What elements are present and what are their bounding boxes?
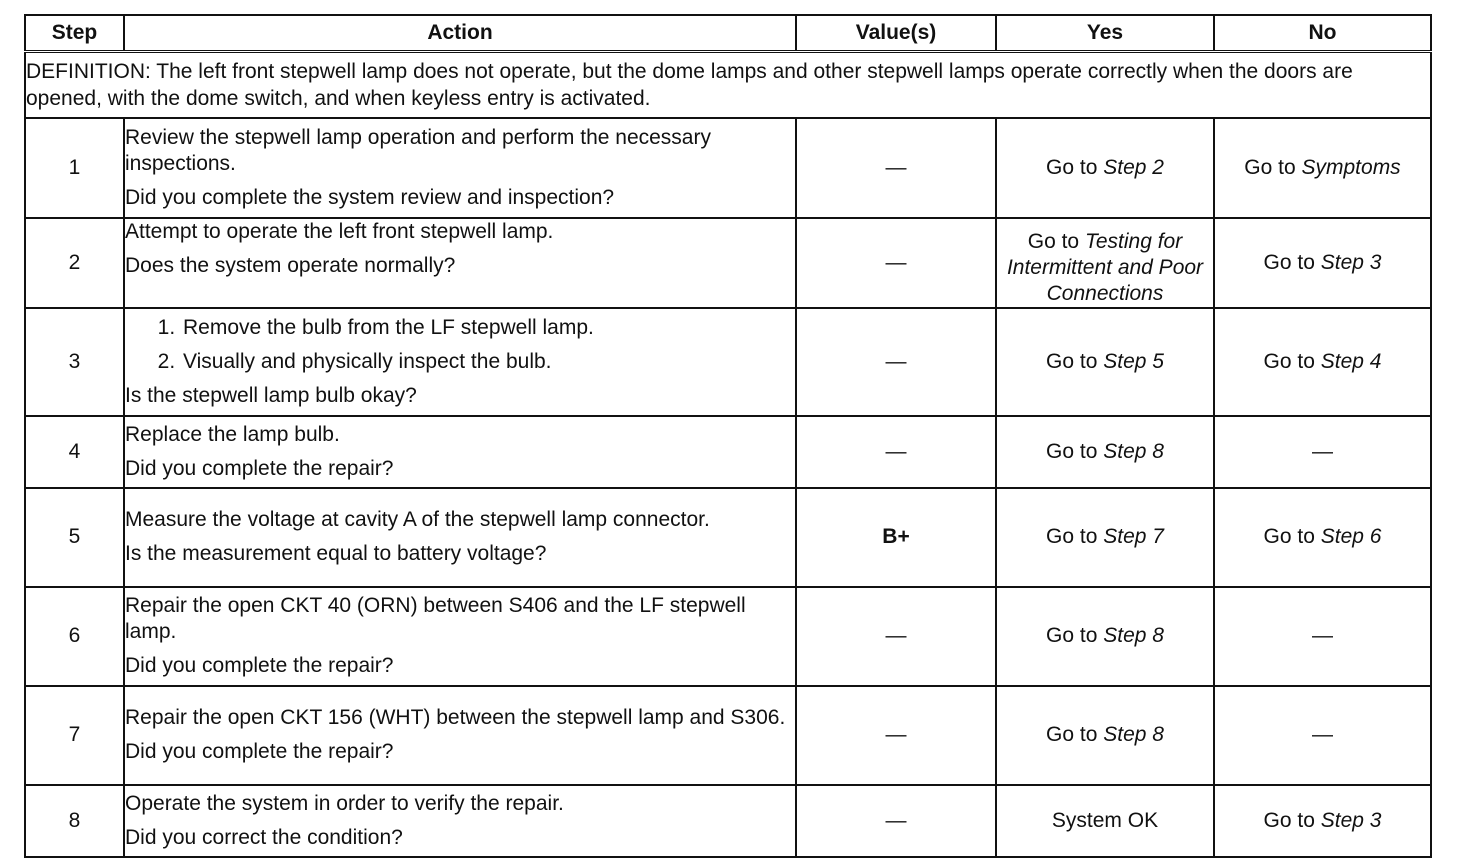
goto-prefix: Go to (1263, 808, 1321, 832)
value-text: — (885, 723, 907, 746)
value-cell (796, 587, 996, 686)
action-cell (124, 785, 796, 857)
action-cell (124, 686, 796, 785)
value-text: — (885, 808, 907, 832)
no-value: — (1312, 723, 1333, 746)
action-text: Attempt to operate the left front stepwell lamp. (125, 219, 554, 243)
action-text: Replace the lamp bulb. (125, 422, 340, 446)
action-text: Repair the open CKT 40 (ORN) between S406 and the LF stepwell lamp. (125, 594, 746, 643)
no-cell[interactable] (1214, 308, 1431, 416)
yes-cell[interactable] (996, 488, 1214, 587)
action-cell (124, 587, 796, 686)
no-cell (1214, 587, 1431, 686)
value-text: B+ (882, 525, 910, 548)
action-cell (124, 308, 796, 416)
value-cell (796, 488, 996, 587)
goto-prefix: Go to (1046, 155, 1104, 179)
yes-cell[interactable] (996, 218, 1214, 308)
goto-prefix: Go to (1027, 229, 1085, 253)
step-number: 2 (25, 218, 124, 308)
step-number: 7 (25, 686, 124, 785)
goto-link[interactable]: Step 5 (1103, 349, 1164, 373)
table-row (25, 587, 1431, 686)
action-cell (124, 118, 796, 218)
table-row (25, 118, 1431, 218)
goto-prefix: Go to (1263, 525, 1321, 548)
header-yes: Yes (996, 15, 1214, 52)
goto-link[interactable]: Step 4 (1320, 349, 1382, 373)
yes-cell[interactable] (996, 308, 1214, 416)
no-cell (1214, 416, 1431, 488)
goto-link[interactable]: Step 3 (1320, 250, 1382, 274)
action-cell (124, 416, 796, 488)
table-row (25, 218, 1431, 308)
yes-cell (996, 785, 1214, 857)
action-question: Did you complete the repair? (125, 740, 394, 763)
action-cell (124, 218, 796, 308)
value-text: — (885, 439, 907, 463)
value-cell (796, 686, 996, 785)
yes-cell[interactable] (996, 686, 1214, 785)
goto-link[interactable]: Step 8 (1103, 624, 1164, 647)
action-question: Did you complete the repair? (125, 654, 394, 677)
table-row (25, 488, 1431, 587)
header-action: Action (124, 15, 796, 52)
definition-row (25, 52, 1431, 118)
step-number: 6 (25, 587, 124, 686)
table-row (25, 785, 1431, 857)
goto-link[interactable]: Step 8 (1103, 723, 1164, 746)
action-question: Is the stepwell lamp bulb okay? (125, 383, 417, 407)
diagnostic-table (24, 14, 1432, 858)
list-item: 2. Visually and physically inspect the bulb. (181, 349, 795, 375)
header-no: No (1214, 15, 1431, 52)
goto-link[interactable]: Testing for Intermittent and Poor Connections (1006, 229, 1204, 305)
goto-link[interactable]: Step 7 (1103, 525, 1164, 548)
value-cell (796, 785, 996, 857)
value-cell (796, 118, 996, 218)
step-number: 1 (25, 118, 124, 218)
action-text: Operate the system in order to verify the repair. (125, 791, 564, 815)
goto-prefix: Go to (1046, 439, 1104, 463)
yes-cell[interactable] (996, 416, 1214, 488)
step-number: 5 (25, 488, 124, 587)
action-question: Is the measurement equal to battery voltage? (125, 542, 547, 565)
table-row (25, 416, 1431, 488)
system-ok-text: System OK (1051, 808, 1159, 832)
yes-cell[interactable] (996, 587, 1214, 686)
goto-link[interactable]: Symptoms (1301, 155, 1401, 179)
action-question: Did you complete the system review and inspection? (125, 185, 615, 209)
goto-link[interactable]: Step 6 (1320, 525, 1382, 548)
goto-prefix: Go to (1046, 624, 1104, 647)
table-row (25, 308, 1431, 416)
no-cell[interactable] (1214, 118, 1431, 218)
action-question: Does the system operate normally? (125, 253, 456, 277)
no-cell[interactable] (1214, 488, 1431, 587)
no-cell (1214, 686, 1431, 785)
no-value: — (1312, 624, 1333, 647)
value-text: — (885, 349, 907, 373)
goto-prefix: Go to (1046, 723, 1104, 746)
action-text: Measure the voltage at cavity A of the stepwell lamp connector. (125, 508, 710, 531)
value-text: — (885, 624, 907, 647)
value-text: — (885, 250, 907, 274)
action-cell (124, 488, 796, 587)
table-row (25, 686, 1431, 785)
action-text: Repair the open CKT 156 (WHT) between the stepwell lamp and S306. (125, 706, 786, 729)
goto-prefix: Go to (1244, 155, 1302, 179)
goto-prefix: Go to (1046, 349, 1104, 373)
goto-link[interactable]: Step 2 (1103, 155, 1164, 179)
value-cell (796, 308, 996, 416)
list-item: 1. Remove the bulb from the LF stepwell lamp. (181, 315, 795, 341)
no-value: — (1312, 439, 1333, 463)
goto-link[interactable]: Step 8 (1103, 439, 1164, 463)
action-list (125, 315, 795, 375)
action-question: Did you complete the repair? (125, 456, 394, 480)
header-values: Value(s) (796, 15, 996, 52)
value-cell (796, 218, 996, 308)
no-cell[interactable] (1214, 785, 1431, 857)
value-cell (796, 416, 996, 488)
no-cell[interactable] (1214, 218, 1431, 308)
goto-prefix: Go to (1263, 349, 1321, 373)
header-step: Step (25, 15, 124, 52)
action-text: Review the stepwell lamp operation and perform the necessary inspections. (125, 125, 711, 175)
action-question: Did you correct the condition? (125, 825, 403, 849)
definition-text: DEFINITION: The left front stepwell lamp does not operate, but the dome lamps and other stepwell lamps operate correctly when the doors are opened, with the dome switch, and when keyless entry is activated. (25, 52, 1431, 118)
header-row (25, 15, 1431, 52)
step-number: 3 (25, 308, 124, 416)
goto-prefix: Go to (1046, 525, 1104, 548)
goto-prefix: Go to (1263, 250, 1321, 274)
step-number: 4 (25, 416, 124, 488)
yes-cell[interactable] (996, 118, 1214, 218)
goto-link[interactable]: Step 3 (1320, 808, 1382, 832)
value-text: — (885, 155, 907, 179)
step-number: 8 (25, 785, 124, 857)
